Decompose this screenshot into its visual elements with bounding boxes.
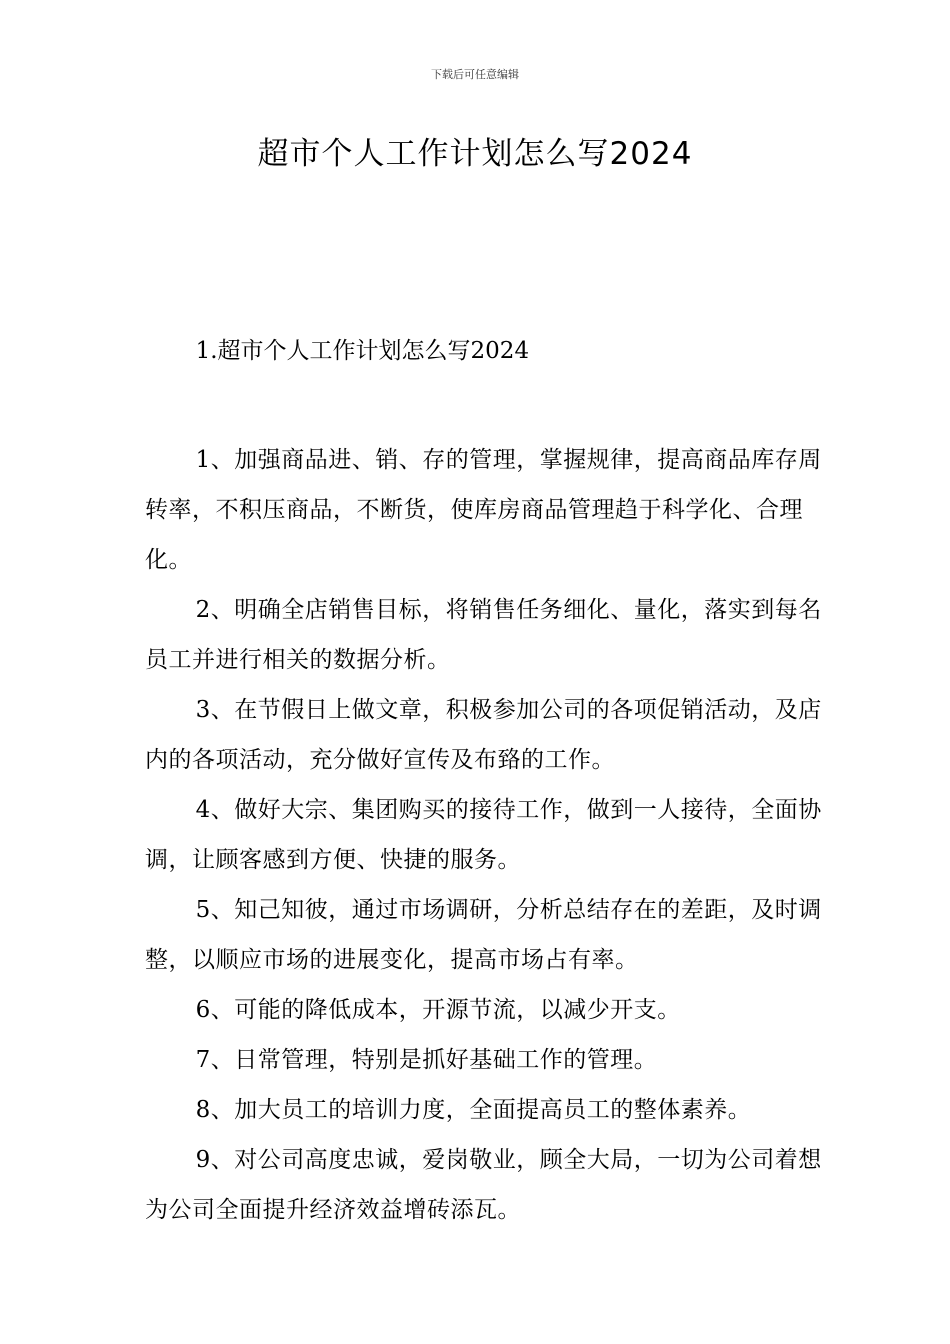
paragraph-3: 3、在节假日上做文章，积极参加公司的各项促销活动，及店内的各项活动，充分做好宣传及布臵的工作。	[145, 697, 822, 773]
paragraph-2: 2、明确全店销售目标，将销售任务细化、量化，落实到每名员工并进行相关的数据分析。	[145, 597, 822, 673]
header-note: 下载后可任意编辑	[431, 68, 519, 81]
paragraph-5: 5、知己知彼，通过市场调研，分析总结存在的差距，及时调整，以顺应市场的进展变化，提高市场占有率。	[145, 897, 822, 973]
document-title: 超市个人工作计划怎么写2024	[257, 136, 693, 172]
paragraph-4: 4、做好大宗、集团购买的接待工作，做到一人接待，全面协调，让顾客感到方便、快捷的服务。	[145, 797, 822, 873]
paragraph-7: 7、日常管理，特别是抓好基础工作的管理。	[195, 1047, 658, 1073]
section-heading: 1.超市个人工作计划怎么写2024	[195, 338, 530, 364]
paragraph-8: 8、加大员工的培训力度，全面提高员工的整体素养。	[195, 1097, 752, 1123]
document-body	[145, 330, 825, 1235]
paragraph-1: 1、加强商品进、销、存的管理，掌握规律，提高商品库存周转率，不积压商品，不断货，使库房商品管理趋于科学化、合理化。	[145, 447, 822, 573]
paragraph-6: 6、可能的降低成本，开源节流，以减少开支。	[195, 997, 681, 1023]
paragraph-9: 9、对公司高度忠诚，爱岗敬业，顾全大局，一切为公司着想为公司全面提升经济效益增砖添瓦。	[145, 1147, 822, 1223]
